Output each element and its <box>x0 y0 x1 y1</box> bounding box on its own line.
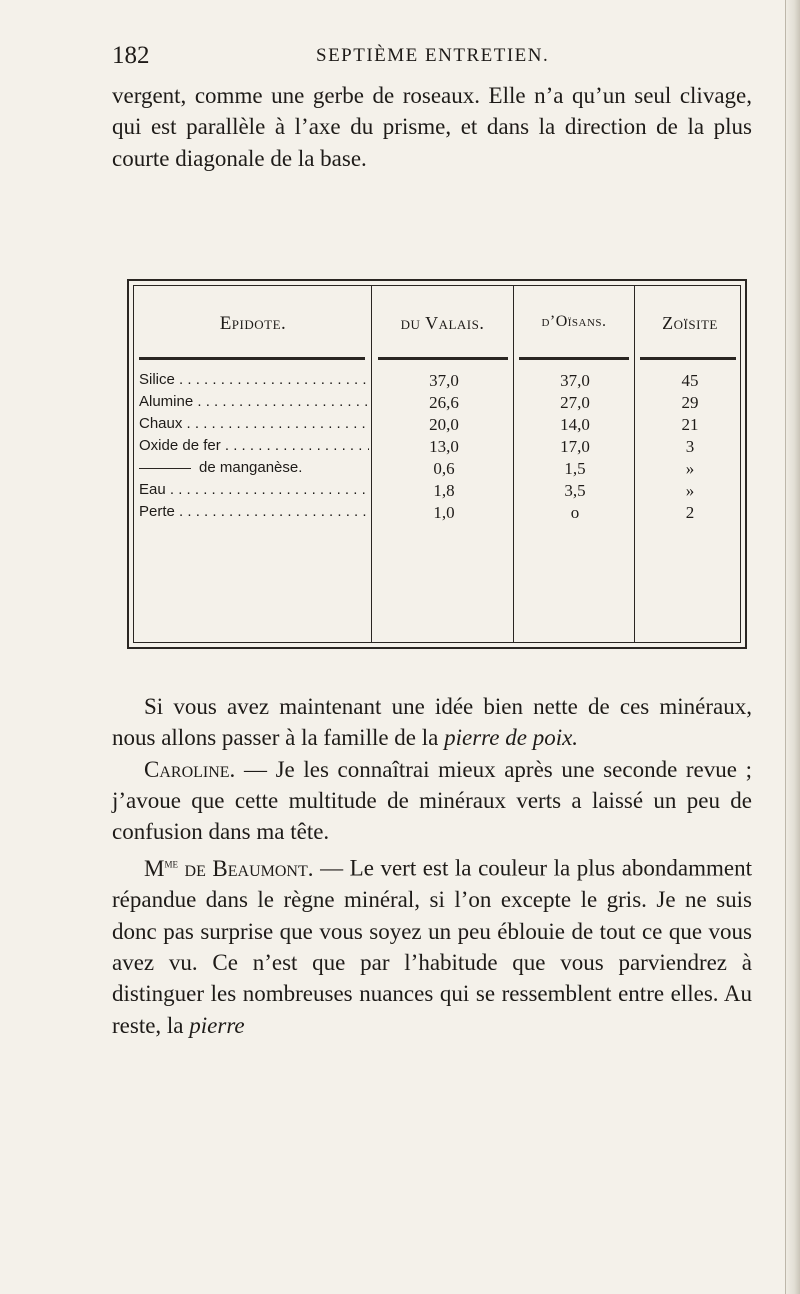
superscript: me <box>164 855 178 871</box>
composition-table <box>127 279 747 649</box>
cell-value: » <box>685 481 695 500</box>
ditto-dash <box>139 468 191 469</box>
text-run: — Le vert est la couleur la plus abondamment répandue dans le règne minéral, si l’on excepte le gris. Je ne suis donc pas surprise que vous soyez un peu éblouie de tout ce que vous avez vu. Ce n’est que par l’habitude que vous parviendrez à distinguer les nombreuses nuances qui se ressemblent entre elles. Au reste, la <box>112 856 752 1038</box>
running-header <box>112 42 752 72</box>
row-label-sub <box>139 459 369 476</box>
table-row <box>129 437 745 461</box>
running-title: SEPTIÈME ENTRETIEN. <box>316 45 550 66</box>
speaker-name: Caroline. <box>144 756 236 782</box>
table-row <box>129 415 745 439</box>
row-label: Silice . . . <box>139 371 369 388</box>
cell-value: 0,6 <box>433 459 455 478</box>
cell-value: 20,0 <box>429 415 459 434</box>
header-zoisite: Zoïsite <box>662 313 718 333</box>
cell-value: » <box>685 459 695 478</box>
row-label: Perte . . . <box>139 503 369 520</box>
header-rule <box>640 357 736 360</box>
cell-value: 21 <box>681 415 699 434</box>
paragraph <box>112 691 752 754</box>
paragraph-continued: vergent, comme une gerbe de roseaux. Elle n’a qu’un seul clivage, qui est parallèle à l’axe du prisme, et dans la direction de la plus courte diagonale de la base. <box>112 83 752 171</box>
text-run: — Je les connaîtrai mieux après une seconde revue ; j’avoue que cette multitude de minéraux verts a laissé un peu de confusion dans ma tête. <box>112 756 752 845</box>
cell-value: 27,0 <box>560 393 590 412</box>
cell-value: 2 <box>685 503 695 522</box>
cell-value: 26,6 <box>429 393 459 412</box>
cell-value: 1,8 <box>433 481 455 500</box>
cell-value: 29 <box>681 393 699 412</box>
row-label: de manganèse. <box>199 459 303 476</box>
cell-value: 37,0 <box>560 371 590 390</box>
table-row <box>129 393 745 417</box>
speaker-prefix: M <box>144 856 165 882</box>
header-rule <box>378 357 508 360</box>
text-run: Si vous avez maintenant une idée bien nette de ces minéraux, nous allons passer à la famille de la <box>112 694 752 751</box>
cell-value: 14,0 <box>560 415 590 434</box>
italic-text: pierre <box>189 1012 245 1038</box>
cell-value: 13,0 <box>429 437 459 456</box>
cell-value: 3,5 <box>564 481 586 500</box>
header-epidote: Epidote. <box>219 313 287 334</box>
table-row <box>129 459 745 483</box>
cell-value: 17,0 <box>560 437 590 456</box>
paragraph <box>112 847 752 1040</box>
cell-value: 1,0 <box>433 503 455 522</box>
header-rule <box>139 357 365 360</box>
page-edge <box>785 0 800 1294</box>
italic-text: pierre de poix. <box>444 725 579 751</box>
cell-value: 3 <box>685 437 695 456</box>
row-label: Alumine . . . <box>139 393 369 410</box>
paragraph <box>112 754 752 848</box>
table-row <box>129 481 745 505</box>
row-label: Eau . . . <box>139 481 369 498</box>
header-rule <box>519 357 629 360</box>
speaker-surname: de Beaumont. <box>177 856 314 882</box>
table-row <box>129 503 745 527</box>
cell-value: o <box>570 503 580 522</box>
row-label: Chaux . . . <box>139 415 369 432</box>
speaker-name <box>144 856 314 881</box>
table-row <box>129 371 745 395</box>
cell-value: 1,5 <box>564 459 586 478</box>
body-text <box>112 691 752 1041</box>
page-number: 182 <box>112 42 150 69</box>
cell-value: 37,0 <box>429 371 459 390</box>
header-oisans: d’Oïsans. <box>541 313 607 330</box>
header-valais: du Valais. <box>400 313 485 333</box>
row-label: Oxide de fer . . . <box>139 437 369 454</box>
cell-value: 45 <box>681 371 699 390</box>
